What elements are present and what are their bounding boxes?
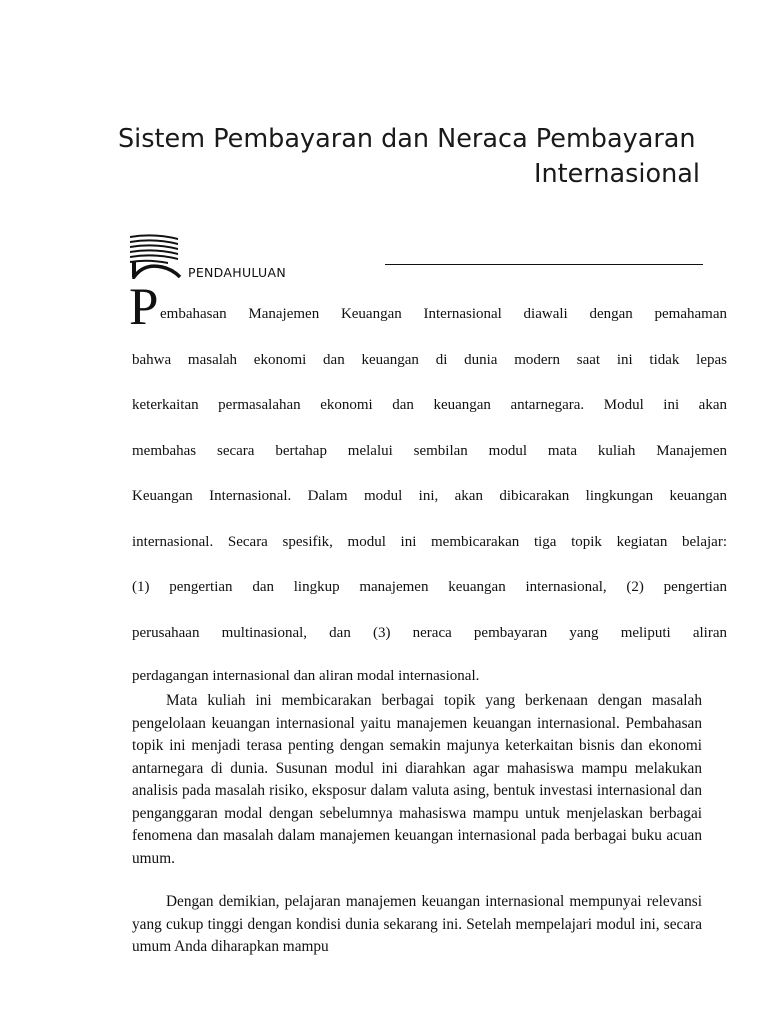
- document-title: [118, 122, 700, 192]
- intro-line: perusahaan multinasional, dan (3) neraca pembayaran yang meliputi aliran: [132, 625, 727, 641]
- intro-line: internasional. Secara spesifik, modul ini membicarakan tiga topik kegiatan belajar:: [132, 534, 727, 550]
- intro-line: embahasan Manajemen Keuangan Internasional diawali dengan pemahaman: [160, 306, 727, 322]
- body-paragraph: Mata kuliah ini membicarakan berbagai topik yang berkenaan dengan masalah pengelolaan keuangan internasional yaitu manajemen keuangan internasional. Pembahasan topik ini menjadi terasa penting dengan semakin majunya keterkaitan bisnis dan ekonomi antarnegara di dunia. Susunan modul ini diarahkan agar mahasiswa mampu melakukan analisis pada masalah risiko, eksposur dalam valuta asing, bentuk investasi internasional dan penganggaran modal dengan sebelumnya mahasiswa mampu untuk menjelaskan berbagai fenomena dan masalah dalam manajemen keuangan internasional pada berbagai buku acuan umum.: [132, 692, 702, 867]
- body-paragraph: Dengan demikian, pelajaran manajemen keuangan internasional mempunyai relevansi yang cukup tinggi dengan kondisi dunia sekarang ini. Setelah mempelajari modul ini, secara umum Anda diharapkan mampu: [132, 893, 702, 955]
- book-icon: [128, 233, 184, 279]
- section-heading: PENDAHULUAN: [188, 265, 286, 280]
- intro-line: Keuangan Internasional. Dalam modul ini, akan dibicarakan lingkungan keuangan: [132, 488, 727, 504]
- intro-line: (1) pengertian dan lingkup manajemen keuangan internasional, (2) pengertian: [132, 579, 727, 595]
- drop-cap: P: [129, 278, 159, 336]
- intro-line: membahas secara bertahap melalui sembilan modul mata kuliah Manajemen: [132, 443, 727, 459]
- intro-line: bahwa masalah ekonomi dan keuangan di dunia modern saat ini tidak lepas: [132, 352, 727, 368]
- section-divider: [385, 264, 703, 265]
- title-line-2: Internasional: [533, 159, 700, 189]
- intro-line: keterkaitan permasalahan ekonomi dan keuangan antarnegara. Modul ini akan: [132, 397, 727, 413]
- intro-line: perdagangan internasional dan aliran modal internasional.: [132, 668, 480, 684]
- title-line-1: Sistem Pembayaran dan Neraca Pembayaran: [118, 124, 696, 154]
